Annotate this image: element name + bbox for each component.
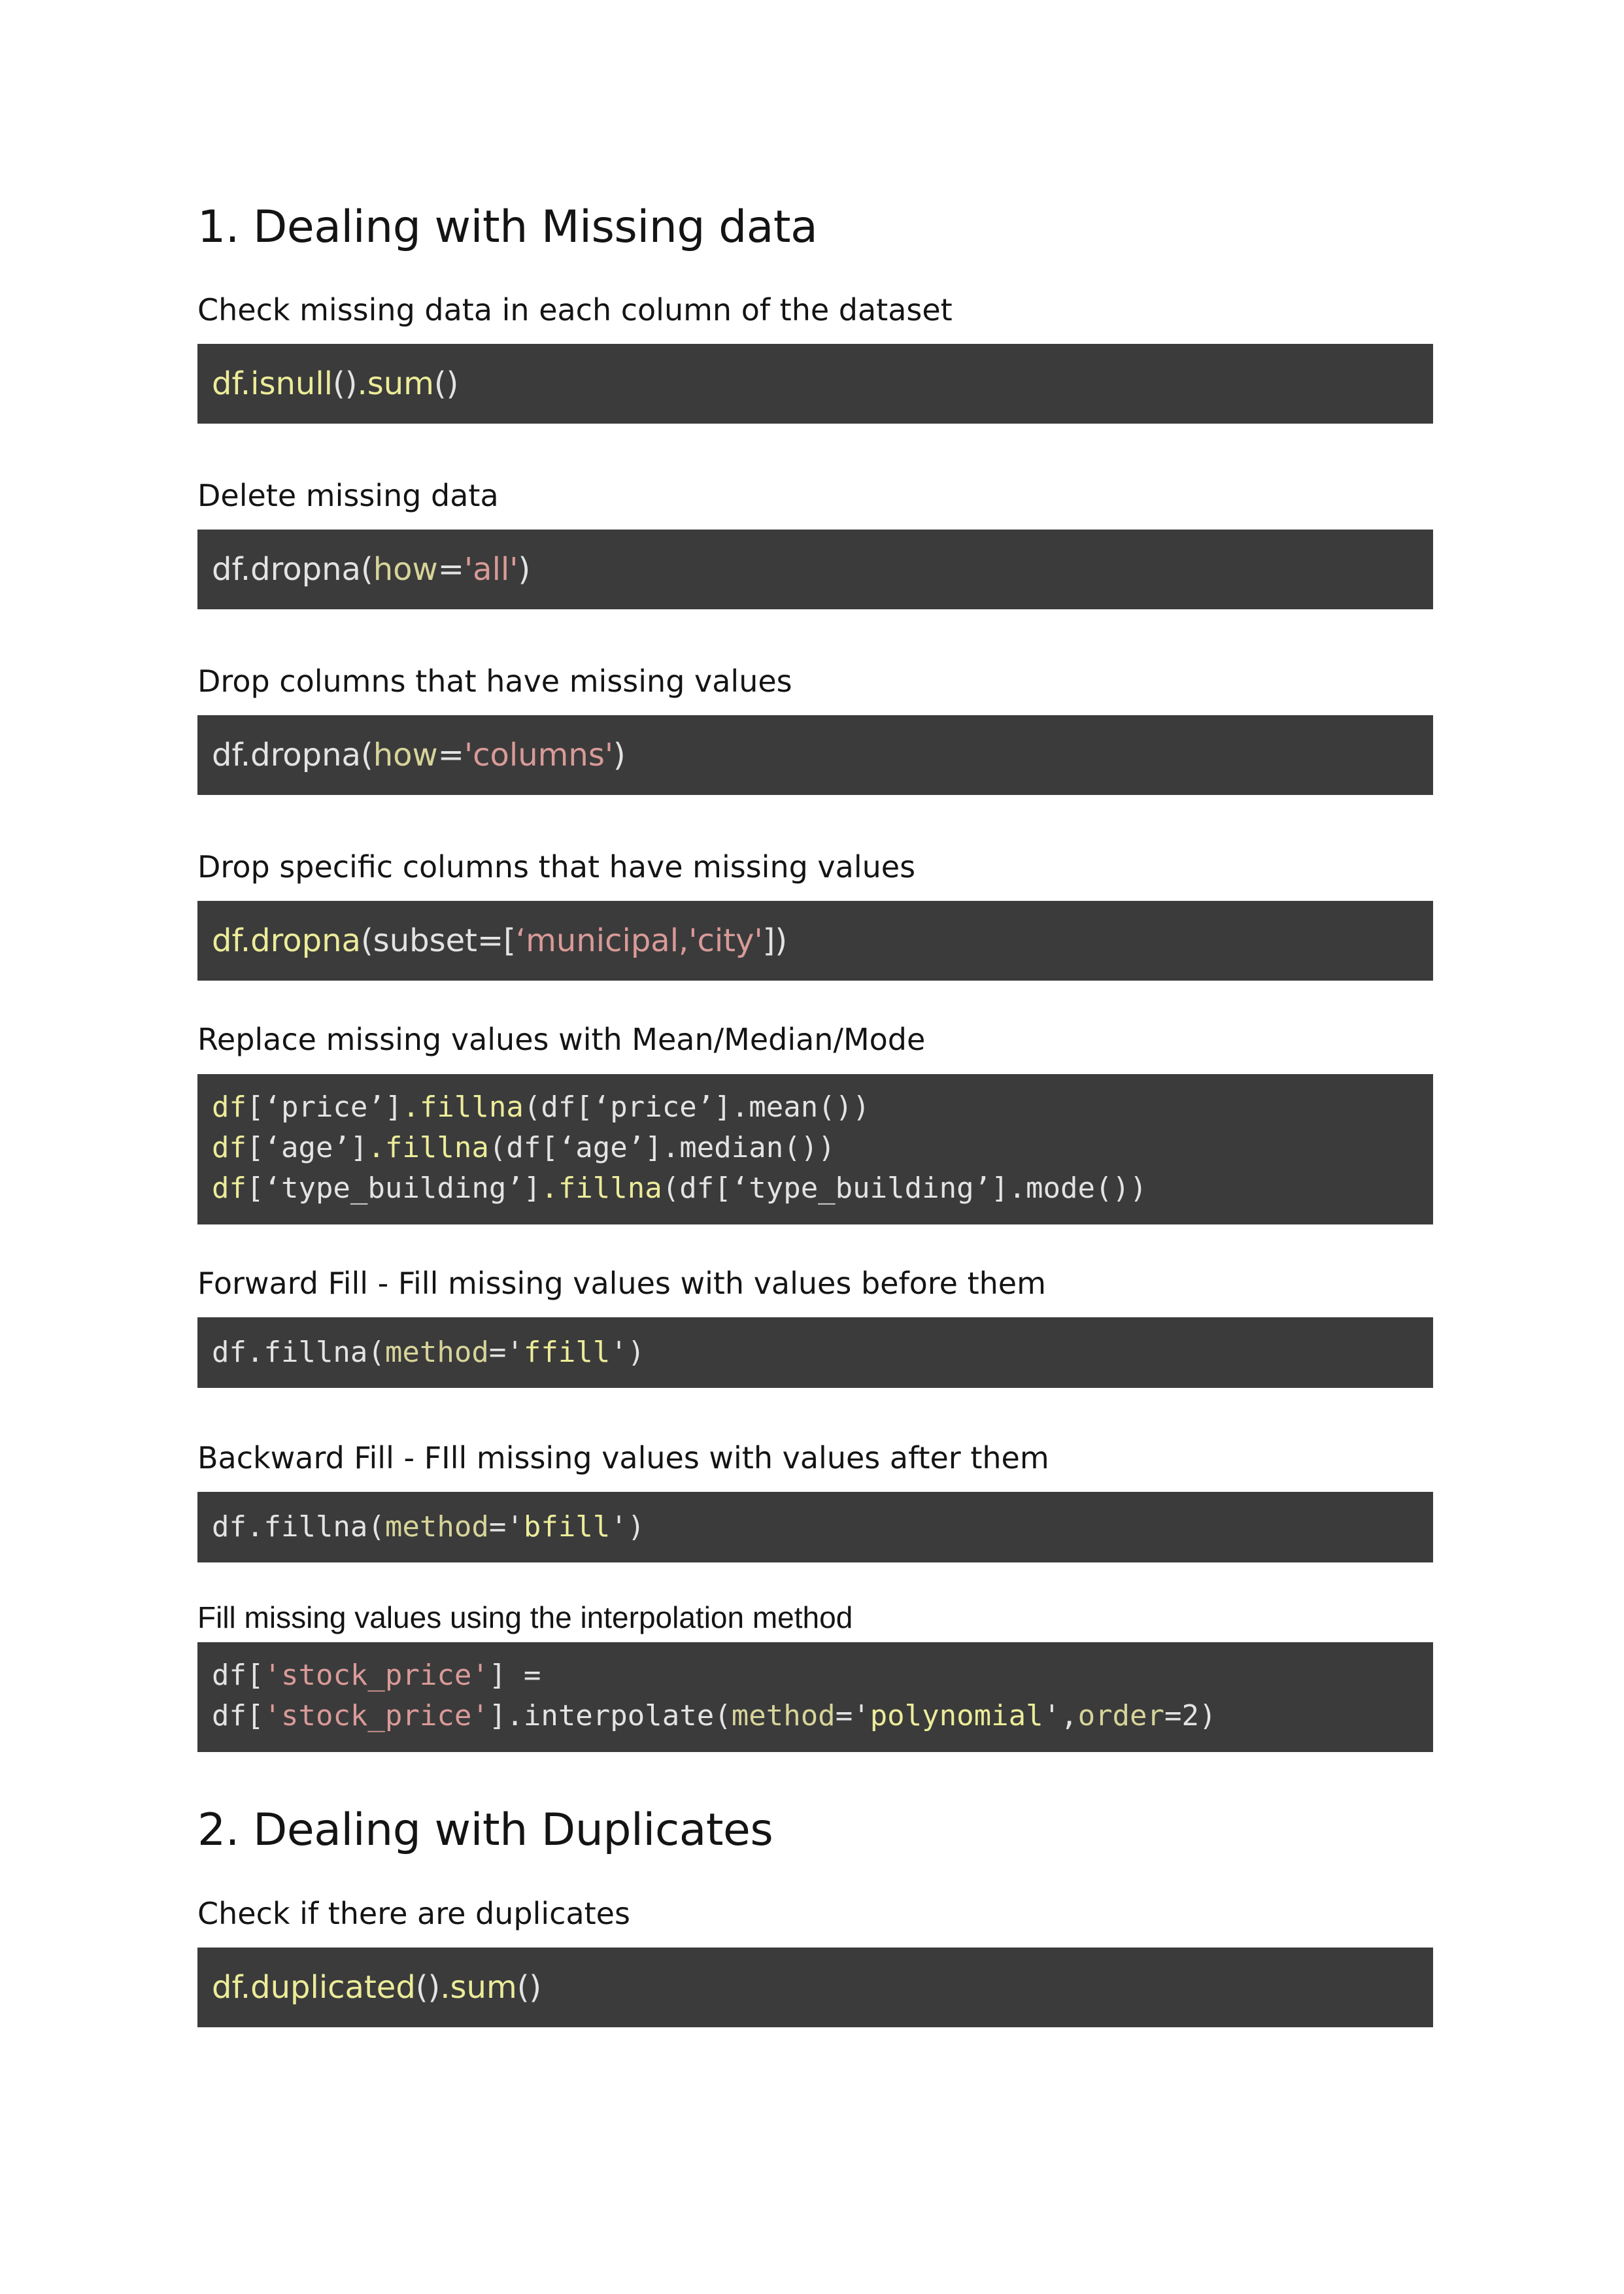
code-token: ].interpolate( — [488, 1699, 732, 1732]
code-token: (subset=[ — [360, 922, 516, 959]
code-token: bfill — [523, 1510, 611, 1543]
code-block-dropna-subset — [197, 901, 1433, 981]
code-token: .fillna — [402, 1090, 524, 1124]
code-token: order — [1077, 1699, 1165, 1732]
code-block-interpolate — [197, 1642, 1433, 1752]
code-token: df.isnull — [212, 365, 333, 402]
code-line-assign — [212, 1655, 1433, 1696]
code-token: ‘municipal,'city' — [515, 922, 763, 959]
code-token: method — [384, 1336, 489, 1369]
code-token: () — [333, 365, 358, 402]
code-block-ffill — [197, 1317, 1433, 1388]
label-interpolation: Fill missing values using the interpolation method — [197, 1600, 853, 1634]
code-token: df.fillna( — [212, 1336, 385, 1369]
code-token: (df[‘type_building’].mode()) — [662, 1172, 1147, 1205]
code-token: = — [437, 551, 464, 588]
code-block-dropna-columns — [197, 715, 1433, 795]
code-line-mode — [212, 1168, 1433, 1209]
code-line — [212, 737, 626, 773]
code-token: ) — [518, 551, 531, 588]
code-block-duplicated-sum — [197, 1948, 1433, 2027]
code-token: [‘price’] — [246, 1090, 403, 1124]
code-token: polynomial — [870, 1699, 1043, 1732]
label-check-duplicates: Check if there are duplicates — [197, 1896, 630, 1931]
label-drop-specific-columns: Drop specific columns that have missing values — [197, 849, 916, 885]
code-token: ' — [853, 1699, 870, 1732]
code-token: df[ — [212, 1699, 264, 1732]
label-forward-fill: Forward Fill - Fill missing values with values before them — [197, 1266, 1046, 1301]
code-token: method — [731, 1699, 836, 1732]
code-token: [‘age’] — [246, 1131, 368, 1164]
code-token: .sum — [440, 1969, 517, 2006]
code-token: method — [384, 1510, 489, 1543]
code-token: [‘type_building’] — [246, 1172, 541, 1205]
code-line-interpolate-call — [212, 1696, 1433, 1736]
code-line — [212, 922, 787, 959]
code-token: .fillna — [367, 1131, 489, 1164]
code-token: (df[‘price’].mean()) — [523, 1090, 870, 1124]
code-line — [212, 1332, 645, 1373]
label-delete-missing: Delete missing data — [197, 478, 499, 513]
code-token: (df[‘age’].median()) — [488, 1131, 836, 1164]
code-token: ' — [506, 1336, 524, 1369]
code-token: df.duplicated — [212, 1969, 416, 2006]
code-token: df.dropna( — [212, 551, 373, 588]
code-token: ' — [610, 1336, 628, 1369]
code-token: .fillna — [541, 1172, 662, 1205]
code-token: = — [488, 1336, 507, 1369]
code-line — [212, 551, 530, 588]
code-token: df.fillna( — [212, 1510, 385, 1543]
code-token: .sum — [357, 365, 434, 402]
code-block-isnull-sum — [197, 344, 1433, 424]
code-token: ]) — [762, 922, 788, 959]
code-token: df — [212, 1131, 246, 1164]
code-token: () — [516, 1969, 542, 2006]
code-line-median — [212, 1128, 1433, 1168]
code-token: ) — [613, 737, 626, 773]
code-token: df — [212, 1090, 246, 1124]
code-token: ) — [627, 1336, 645, 1369]
code-line-mean — [212, 1087, 1433, 1128]
section-heading-duplicates: 2. Dealing with Duplicates — [197, 1804, 773, 1856]
code-token: ) — [627, 1510, 645, 1543]
code-token: how — [373, 551, 438, 588]
code-block-fillna-stats — [197, 1074, 1433, 1224]
code-token: () — [415, 1969, 441, 2006]
code-token: () — [433, 365, 459, 402]
code-block-bfill — [197, 1492, 1433, 1562]
code-token: how — [373, 737, 438, 773]
label-replace-mean-median-mode: Replace missing values with Mean/Median/Mode — [197, 1022, 926, 1057]
code-token: = — [437, 737, 464, 773]
code-token: ' — [610, 1510, 628, 1543]
code-line — [212, 1507, 645, 1547]
code-token: 'all' — [464, 551, 518, 588]
label-check-missing: Check missing data in each column of the dataset — [197, 292, 953, 328]
label-drop-columns: Drop columns that have missing values — [197, 664, 792, 699]
code-token: 'columns' — [464, 737, 614, 773]
code-token: ', — [1043, 1699, 1078, 1732]
code-token: = — [835, 1699, 853, 1732]
code-token: 'stock_price' — [263, 1659, 489, 1692]
code-token: df.dropna( — [212, 737, 373, 773]
code-block-dropna-all — [197, 530, 1433, 609]
code-token: ] = — [488, 1659, 541, 1692]
label-backward-fill: Backward Fill - FIll missing values with values after them — [197, 1440, 1049, 1476]
code-token: df[ — [212, 1659, 264, 1692]
code-token: = — [488, 1510, 507, 1543]
code-token: ' — [506, 1510, 524, 1543]
code-line — [212, 1969, 541, 2006]
code-token: ffill — [523, 1336, 611, 1369]
code-token: df.dropna — [212, 922, 361, 959]
code-token: 'stock_price' — [263, 1699, 489, 1732]
section-heading-missing-data: 1. Dealing with Missing data — [197, 201, 818, 253]
code-line — [212, 365, 458, 402]
code-token: df — [212, 1172, 246, 1205]
code-token: =2) — [1164, 1699, 1217, 1732]
